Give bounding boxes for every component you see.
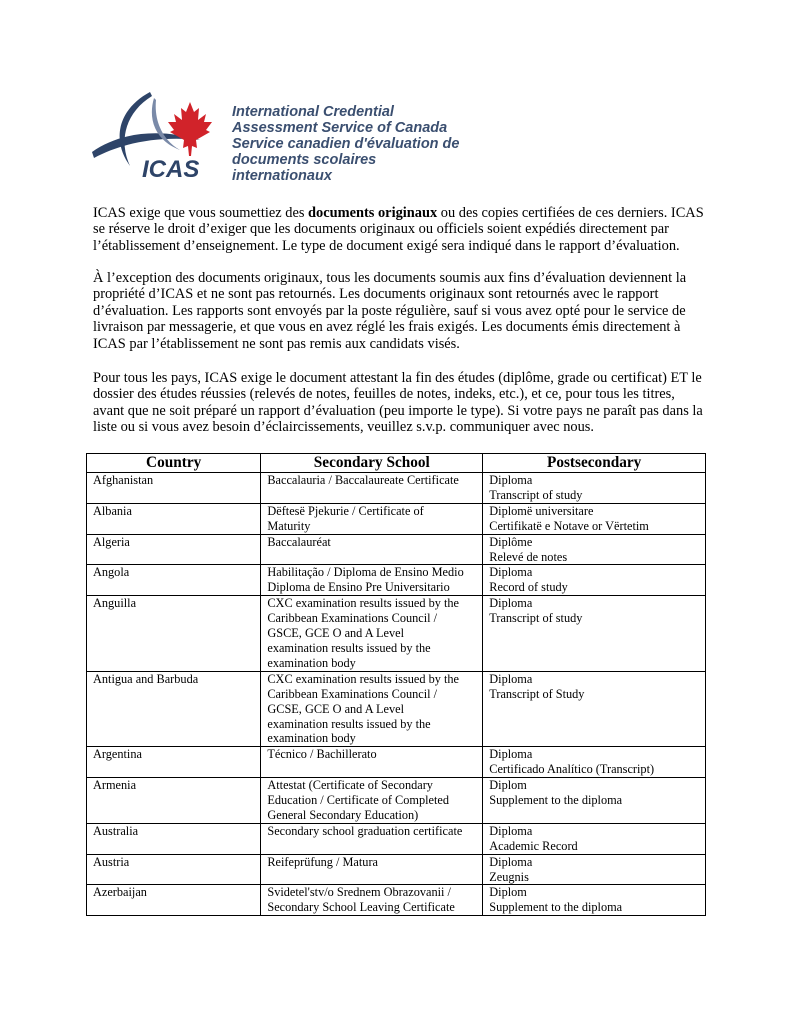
secondary-school-cell: [261, 503, 483, 534]
secondary-school-cell-line: Reifeprüfung / Matura: [267, 854, 378, 869]
table-row: [87, 596, 706, 672]
secondary-school-cell-line: examination body: [267, 731, 356, 746]
secondary-school-cell-line: Habilitação / Diploma de Ensino Medio: [267, 565, 464, 580]
secondary-school-cell: [261, 854, 483, 885]
credentials-table: [86, 453, 706, 916]
postsecondary-cell-line: Relevé de notes: [489, 549, 568, 564]
postsecondary-cell-line: Transcript of study: [489, 611, 583, 626]
header-postsecondary: Postsecondary: [483, 454, 706, 473]
org-name-fr-line2: documents scolaires internationaux: [232, 152, 377, 184]
secondary-school-cell-line: Secondary school graduation certificate: [267, 823, 463, 838]
postsecondary-cell-line: Diplôme: [489, 534, 533, 549]
postsecondary-cell: [483, 503, 706, 534]
p1-text-start: ICAS exige que vous soumettiez des: [93, 205, 309, 221]
country-cell: Azerbaijan: [87, 885, 261, 916]
secondary-school-cell-line: examination results issued by the: [267, 640, 431, 655]
secondary-school-cell-line: Caribbean Examinations Council /: [267, 611, 438, 626]
country-cell: Austria: [87, 854, 261, 885]
postsecondary-cell: [483, 778, 706, 824]
table-header-row: [87, 454, 706, 473]
secondary-school-cell-line: Técnico / Bachillerato: [267, 747, 377, 762]
secondary-school-cell-line: Secondary School Leaving Certificate: [267, 900, 455, 915]
secondary-school-cell: [261, 534, 483, 565]
postsecondary-cell: [483, 473, 706, 504]
table-row: [87, 823, 706, 854]
org-name-en-line2: Assessment Service of Canada: [232, 120, 448, 136]
country-cell: Anguilla: [87, 596, 261, 672]
intro-paragraph-3: Pour tous les pays, ICAS exige le document attestant la fin des études (diplôme, grade ou certificat) ET le dossier des études réussies (relevés de notes, feuilles de notes, indeks, etc.), et ce, pour tous les titres, avant que ne soit préparé un rapport d’évaluation (peu importe le type). Si votre pays ne paraît pas dans la liste ou si vous avez besoin d’éclaircissements, veuillez s.v.p. communiquer avec nous.: [93, 370, 703, 436]
table-row: [87, 565, 706, 596]
country-cell: Afghanistan: [87, 473, 261, 504]
secondary-school-cell-line: GSCE, GCE O and A Level: [267, 626, 404, 641]
postsecondary-cell-line: Record of study: [489, 580, 568, 595]
country-cell: Australia: [87, 823, 261, 854]
secondary-school-cell-line: Attestat (Certificate of Secondary: [267, 778, 433, 793]
table-row: [87, 747, 706, 778]
table-row: [87, 534, 706, 565]
postsecondary-cell-line: Diploma: [489, 747, 533, 762]
secondary-school-cell-line: examination results issued by the: [267, 716, 431, 731]
postsecondary-cell-line: Diploma: [489, 671, 533, 686]
country-cell: Armenia: [87, 778, 261, 824]
header-country: Country: [87, 454, 261, 473]
postsecondary-cell-line: Diploma: [489, 823, 533, 838]
postsecondary-cell-line: Diploma: [489, 596, 533, 611]
secondary-school-cell-line: Diploma de Ensino Pre Universitario: [267, 580, 450, 595]
postsecondary-cell-line: Zeugnis: [489, 869, 529, 884]
secondary-school-cell: [261, 823, 483, 854]
secondary-school-cell-line: Maturity: [267, 518, 311, 533]
country-cell: Algeria: [87, 534, 261, 565]
postsecondary-cell-line: Supplement to the diploma: [489, 900, 623, 915]
postsecondary-cell-line: Diploma: [489, 854, 533, 869]
table-row: [87, 473, 706, 504]
postsecondary-cell: [483, 565, 706, 596]
postsecondary-cell-line: Diploma: [489, 565, 533, 580]
country-cell: Argentina: [87, 747, 261, 778]
secondary-school-cell-line: Baccalauréat: [267, 534, 331, 549]
secondary-school-cell: [261, 747, 483, 778]
secondary-school-cell: [261, 473, 483, 504]
secondary-school-cell: [261, 565, 483, 596]
org-name-en-line1: International Credential: [232, 104, 394, 120]
icas-logo: [90, 88, 460, 188]
secondary-school-cell-line: Education / Certificate of Completed: [267, 793, 450, 808]
secondary-school-cell: [261, 596, 483, 672]
table-row: [87, 671, 706, 747]
p1-text-end: ou des copies certifiées de ces derniers. ICAS se réserve le droit d’exiger que les documents originaux ou officiels soient expédiés directement par l’établissement d’enseignement. Le type de document exigé sera indiqué dans le rapport d’évaluation.: [93, 205, 704, 254]
postsecondary-cell-line: Supplement to the diploma: [489, 793, 623, 808]
country-cell: Angola: [87, 565, 261, 596]
secondary-school-cell: [261, 885, 483, 916]
postsecondary-cell: [483, 596, 706, 672]
postsecondary-cell-line: Diplomë universitare: [489, 503, 594, 518]
secondary-school-cell: [261, 778, 483, 824]
intro-paragraph-2: À l’exception des documents originaux, tous les documents soumis aux fins d’évaluation deviennent la propriété d’ICAS et ne sont pas retournés. Les documents originaux sont retournés avec le rapport d’évaluation. Les rapports sont envoyés par la poste régulière, sauf si vous avez opté pour le service de livraison par messagerie, et que vous en avez réglé les frais exigés. Les documents émis directement à ICAS par l’établissement ne sont pas remis aux candidats visés.: [93, 270, 687, 352]
intro-paragraph-1: [93, 205, 705, 254]
table-row: [87, 778, 706, 824]
country-cell: Antigua and Barbuda: [87, 671, 261, 747]
postsecondary-cell-line: Certificado Analítico (Transcript): [489, 762, 655, 777]
p1-bold-text: documents originaux: [308, 205, 438, 221]
postsecondary-cell: [483, 747, 706, 778]
secondary-school-cell-line: CXC examination results issued by the: [267, 596, 459, 611]
secondary-school-cell-line: Dëftesë Pjekurie / Certificate of: [267, 503, 424, 518]
secondary-school-cell-line: Caribbean Examinations Council /: [267, 686, 438, 701]
postsecondary-cell: [483, 885, 706, 916]
secondary-school-cell-line: CXC examination results issued by the: [267, 671, 459, 686]
postsecondary-cell-line: Diplom: [489, 885, 527, 900]
postsecondary-cell: [483, 854, 706, 885]
postsecondary-cell: [483, 671, 706, 747]
postsecondary-cell-line: Diplom: [489, 778, 527, 793]
table-row: [87, 503, 706, 534]
table-row: [87, 854, 706, 885]
secondary-school-cell-line: GCSE, GCE O and A Level: [267, 701, 404, 716]
secondary-school-cell-line: Svidetel'stv/o Srednem Obrazovanii /: [267, 885, 451, 900]
postsecondary-cell-line: Certifikatë e Notave or Vërtetim: [489, 518, 649, 533]
postsecondary-cell-line: Transcript of Study: [489, 686, 585, 701]
organization-name: [232, 104, 460, 184]
secondary-school-cell: [261, 671, 483, 747]
postsecondary-cell-line: Transcript of study: [489, 487, 583, 502]
postsecondary-cell-line: Academic Record: [489, 838, 578, 853]
table-body: [87, 473, 706, 916]
postsecondary-cell: [483, 823, 706, 854]
postsecondary-cell-line: Diploma: [489, 473, 533, 487]
secondary-school-cell-line: General Secondary Education): [267, 807, 419, 822]
table-row: [87, 885, 706, 916]
org-name-fr-line1: Service canadien d'évaluation de: [232, 136, 460, 152]
secondary-school-cell-line: Baccalauria / Baccalaureate Certificate: [267, 473, 459, 487]
secondary-school-cell-line: examination body: [267, 655, 356, 670]
postsecondary-cell: [483, 534, 706, 565]
country-cell: Albania: [87, 503, 261, 534]
logo-acronym: ICAS: [142, 156, 200, 183]
header-secondary-school: Secondary School: [261, 454, 483, 473]
